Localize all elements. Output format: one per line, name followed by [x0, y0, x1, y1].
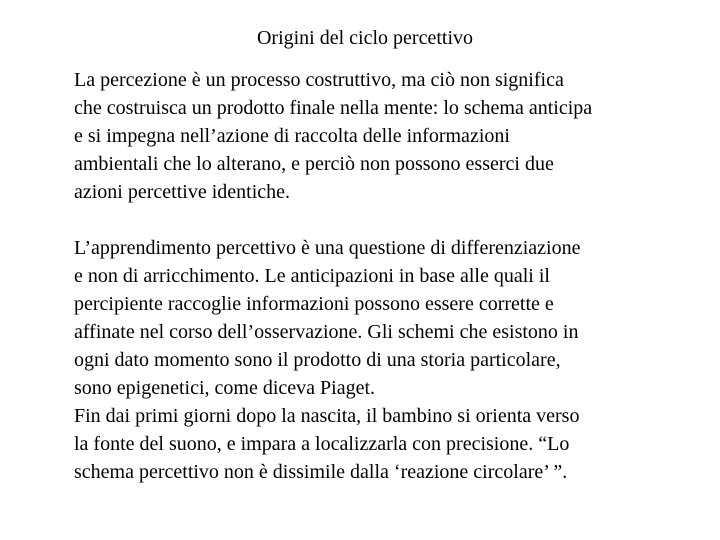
- slide-body-text: [74, 66, 714, 486]
- text-line: azioni percettive identiche.: [74, 181, 291, 203]
- text-line: L’apprendimento percettivo è una questione di differenziazione: [74, 237, 581, 259]
- paragraph-perception: [74, 66, 714, 206]
- text-line: schema percettivo non è dissimile dalla ‘reazione circolare’ ”.: [74, 461, 568, 483]
- text-line: ogni dato momento sono il prodotto di una storia particolare,: [74, 349, 561, 371]
- text-line: La percezione è un processo costruttivo, ma ciò non significa: [74, 69, 564, 91]
- text-line: e non di arricchimento. Le anticipazioni in base alle quali il: [74, 265, 550, 287]
- paragraph-newborn: [74, 402, 714, 486]
- text-line: affinate nel corso dell’osservazione. Gli schemi che esistono in: [74, 321, 579, 343]
- text-line: la fonte del suono, e impara a localizzarla con precisione. “Lo: [74, 433, 570, 455]
- text-line: e si impegna nell’azione di raccolta delle informazioni: [74, 125, 510, 147]
- paragraph-perceptual-learning: [74, 234, 714, 402]
- text-line: sono epigenetici, come diceva Piaget.: [74, 377, 376, 399]
- text-line: ambientali che lo alterano, e perciò non possono esserci due: [74, 153, 554, 175]
- text-line: percipiente raccoglie informazioni possono essere corrette e: [74, 293, 554, 315]
- text-line: Fin dai primi giorni dopo la nascita, il bambino si orienta verso: [74, 405, 580, 427]
- slide-title: Origini del ciclo percettivo: [256, 27, 474, 49]
- paragraph-spacer: [74, 206, 714, 234]
- text-line: che costruisca un prodotto finale nella mente: lo schema anticipa: [74, 97, 593, 119]
